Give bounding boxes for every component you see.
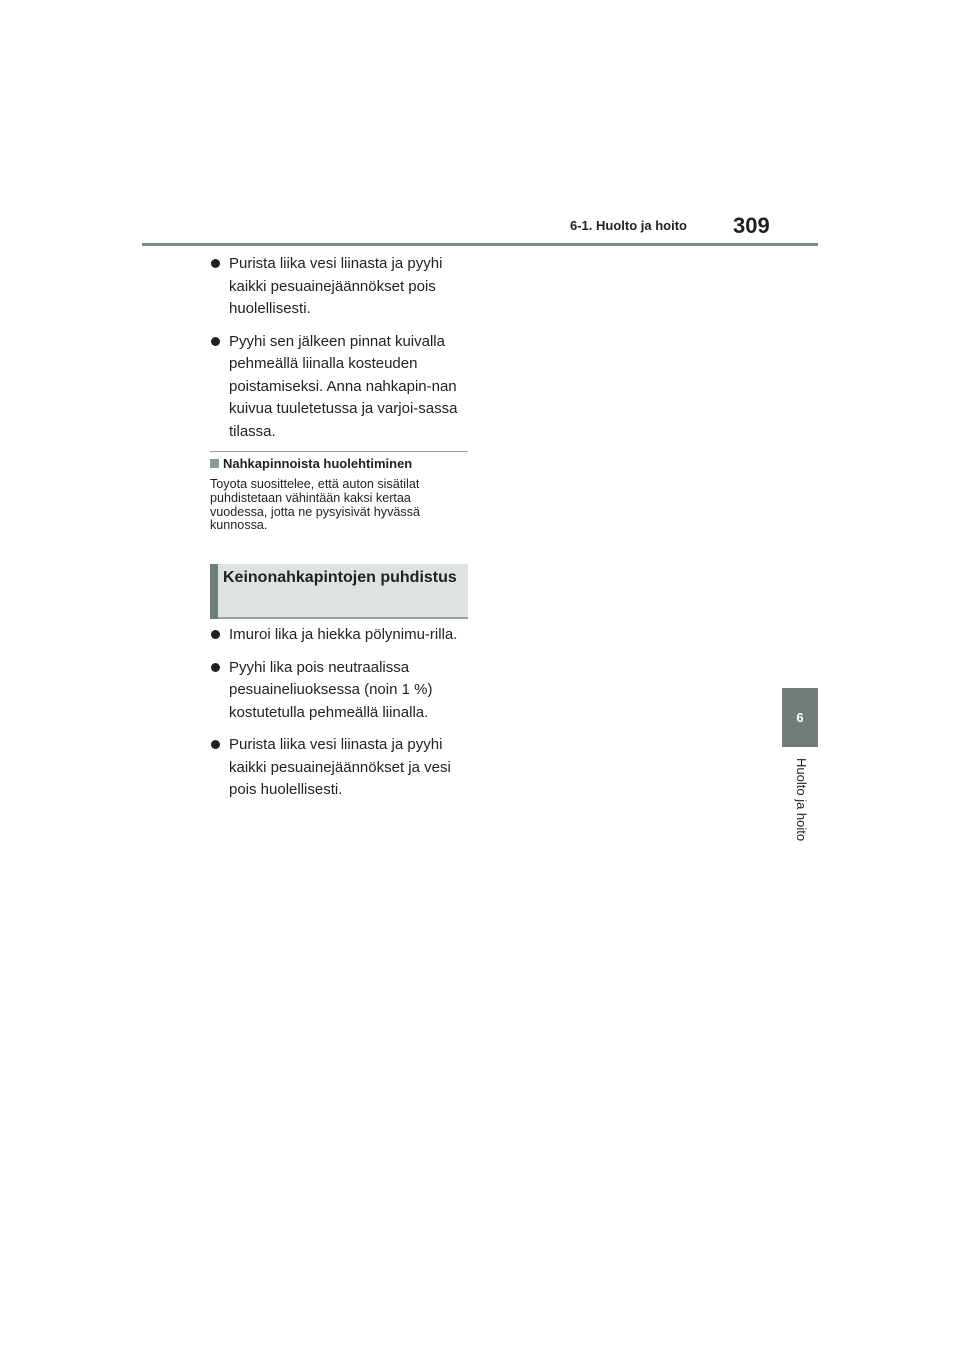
chapter-tab-number: 6 [796,710,804,725]
bullet-dot-icon [211,740,220,749]
list-item-text: Imuroi lika ja hiekka pölynimu-rilla. [229,626,458,643]
section-heading-bar [210,564,218,619]
chapter-tab [782,688,818,747]
bullet-list-bottom [210,624,470,812]
note-divider [210,451,468,452]
list-item [210,253,470,321]
square-marker-icon [210,459,219,468]
bullet-dot-icon [211,337,220,346]
list-item [210,734,470,802]
section-title: Keinonahkapintojen puhdistus [223,569,457,586]
note-paragraph: Toyota suosittelee, että auton sisätilat puhdistetaan vähintään kaksi kertaa vuodessa, jotta ne pysyisivät hyvässä kunnossa. [210,477,421,533]
page-number: 309 [733,213,770,238]
list-item-text: Pyyhi lika pois neutraalissa pesuaineliuoksessa (noin 1 %) kostutetulla pehmeällä liinalla. [229,658,433,721]
bullet-dot-icon [211,259,220,268]
chapter-side-label-text: Huolto ja hoito [794,758,809,842]
list-item [210,657,470,725]
list-item [210,624,470,647]
bullet-dot-icon [211,663,220,672]
bullet-dot-icon [211,630,220,639]
header-rule [142,243,818,246]
section-heading-box [210,564,468,619]
note-subheading-text: Nahkapinnoista huolehtiminen [223,456,413,471]
list-item-text: Purista liika vesi liinasta ja pyyhi kaikki pesuainejäännökset ja vesi pois huolellisesti. [229,736,451,798]
list-item-text: Pyyhi sen jälkeen pinnat kuivalla pehmeällä liinalla kosteuden poistamiseksi. Anna nahkapin-nan kuivua tuuletetussa ja varjoi-sassa tilassa. [229,332,458,440]
chapter-side-label [793,758,809,858]
list-item-text: Purista liika vesi liinasta ja pyyhi kaikki pesuainejäännökset pois huolellisesti. [229,255,443,317]
bullet-list-top [210,253,470,453]
list-item [210,331,470,444]
note-subheading [210,456,412,471]
chapter-section-title: 6-1. Huolto ja hoito [570,218,687,233]
